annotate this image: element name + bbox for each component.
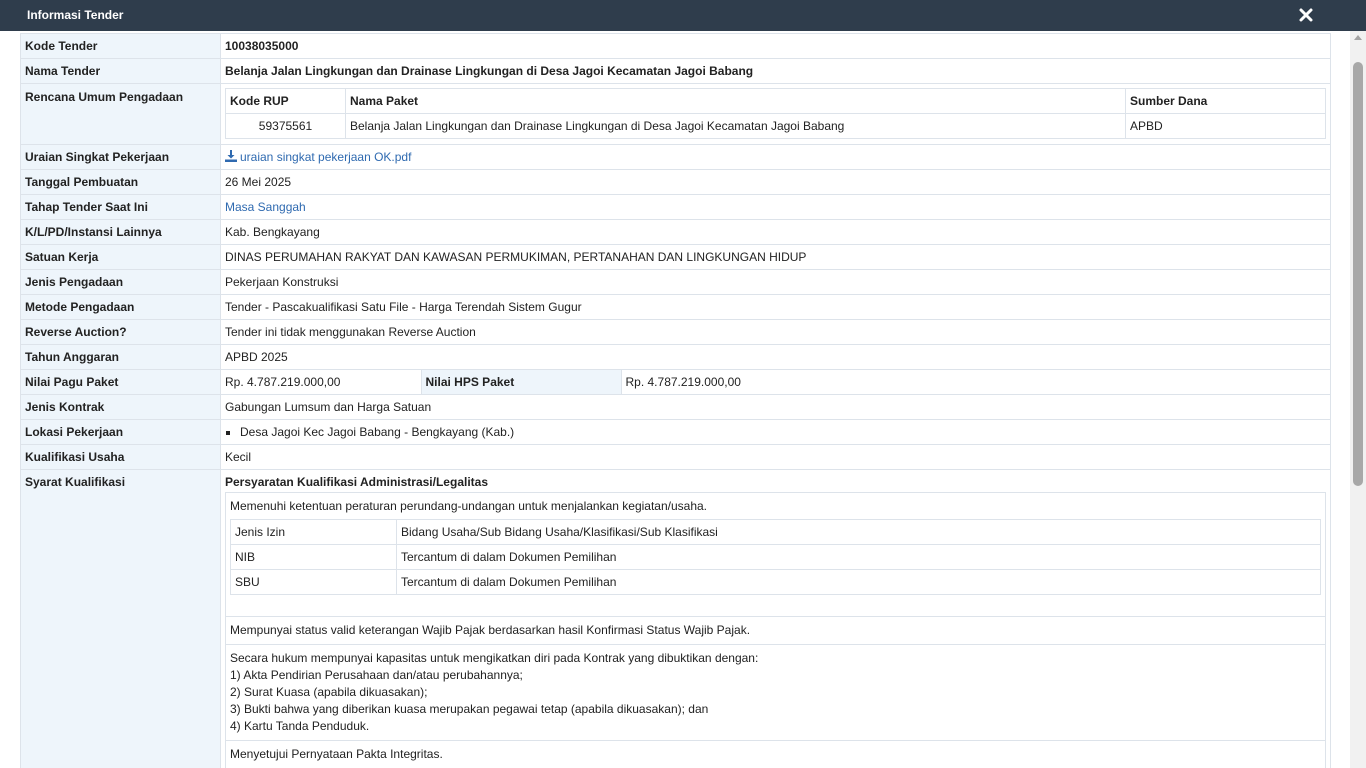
rup-sumber: APBD [1126, 114, 1326, 139]
label-hps: Nilai HPS Paket [421, 370, 621, 394]
rup-cell [221, 84, 1331, 145]
rup-row [226, 114, 1326, 139]
pagu-hps-table [221, 370, 1330, 394]
value-kualifikasi-usaha: Kecil [221, 445, 1331, 470]
rup-header-nama: Nama Paket [346, 89, 1126, 114]
row-lokasi [21, 420, 1331, 445]
label-reverse: Reverse Auction? [21, 320, 221, 345]
label-lokasi: Lokasi Pekerjaan [21, 420, 221, 445]
scroll-thumb[interactable] [1353, 62, 1363, 486]
label-kontrak: Jenis Kontrak [21, 395, 221, 420]
value-tanggal: 26 Mei 2025 [221, 170, 1331, 195]
rup-table [225, 88, 1326, 139]
row-kode-tender [21, 34, 1331, 59]
row-uraian [21, 145, 1331, 170]
value-reverse: Tender ini tidak menggunakan Reverse Auction [221, 320, 1331, 345]
row-satker [21, 245, 1331, 270]
rup-header-sumber: Sumber Dana [1126, 89, 1326, 114]
label-kualifikasi-usaha: Kualifikasi Usaha [21, 445, 221, 470]
row-tanggal [21, 170, 1331, 195]
req-hukum [226, 645, 1325, 741]
row-klpd [21, 220, 1331, 245]
row-reverse [21, 320, 1331, 345]
row-kontrak [21, 395, 1331, 420]
izin-table [230, 519, 1321, 595]
row-tahun [21, 345, 1331, 370]
modal-header [0, 0, 1366, 31]
req-hukum-line: 1) Akta Pendirian Perusahaan dan/atau perubahannya; [230, 668, 523, 682]
req-hukum-line: Secara hukum mempunyai kapasitas untuk mengikatkan diri pada Kontrak yang dibuktikan dengan: [230, 651, 759, 665]
pagu-cell [221, 370, 1331, 395]
value-hps: Rp. 4.787.219.000,00 [625, 375, 741, 389]
value-tahap-cell [221, 195, 1331, 220]
req-izin [226, 493, 1325, 617]
izin-row [231, 570, 1321, 595]
value-satker: DINAS PERUMAHAN RAKYAT DAN KAWASAN PERMUKIMAN, PERTANAHAN DAN LINGKUNGAN HIDUP [221, 245, 1331, 270]
label-klpd: K/L/PD/Instansi Lainnya [21, 220, 221, 245]
label-jenis-pengadaan: Jenis Pengadaan [21, 270, 221, 295]
value-lokasi-cell [221, 420, 1331, 445]
row-syarat [21, 470, 1331, 768]
label-rup: Rencana Umum Pengadaan [21, 84, 221, 145]
value-klpd: Kab. Bengkayang [221, 220, 1331, 245]
izin-jenis: NIB [231, 545, 397, 570]
izin-header-bidang: Bidang Usaha/Sub Bidang Usaha/Klasifikasi/Sub Klasifikasi [397, 520, 1321, 545]
tender-info-table [20, 33, 1331, 768]
requirements-box [225, 492, 1326, 768]
vertical-scrollbar[interactable] [1350, 31, 1366, 768]
syarat-section-title: Persyaratan Kualifikasi Administrasi/Legalitas [225, 475, 488, 489]
scroll-up-arrow-icon[interactable] [1354, 35, 1362, 40]
value-kode-tender: 10038035000 [221, 34, 1331, 59]
izin-header-jenis: Jenis Izin [231, 520, 397, 545]
label-tanggal: Tanggal Pembuatan [21, 170, 221, 195]
izin-jenis: SBU [231, 570, 397, 595]
value-kontrak: Gabungan Lumsum dan Harga Satuan [221, 395, 1331, 420]
label-tahun: Tahun Anggaran [21, 345, 221, 370]
label-syarat: Syarat Kualifikasi [21, 470, 221, 768]
rup-nama: Belanja Jalan Lingkungan dan Drainase Lingkungan di Desa Jagoi Kecamatan Jagoi Babang [346, 114, 1126, 139]
label-metode: Metode Pengadaan [21, 295, 221, 320]
uraian-download-link[interactable] [225, 150, 411, 164]
req-izin-text: Memenuhi ketentuan peraturan perundang-undangan untuk menjalankan kegiatan/usaha. [230, 499, 708, 513]
close-icon[interactable] [1298, 7, 1314, 23]
uraian-link-text: uraian singkat pekerjaan OK.pdf [240, 150, 412, 164]
modal-title: Informasi Tender [27, 8, 124, 22]
izin-row [231, 545, 1321, 570]
modal-body [0, 31, 1350, 768]
label-nama-tender: Nama Tender [21, 59, 221, 84]
lokasi-item: ▪ Desa Jagoi Kec Jagoi Babang - Bengkayang (Kab.) [240, 425, 1326, 439]
rup-kode: 59375561 [226, 114, 346, 139]
row-pagu [21, 370, 1331, 395]
syarat-cell [221, 470, 1331, 768]
row-metode [21, 295, 1331, 320]
label-kode-tender: Kode Tender [21, 34, 221, 59]
row-nama-tender [21, 59, 1331, 84]
value-metode: Tender - Pascakualifikasi Satu File - Harga Terendah Sistem Gugur [221, 295, 1331, 320]
download-icon [225, 150, 237, 162]
label-tahap: Tahap Tender Saat Ini [21, 195, 221, 220]
req-hukum-line: 3) Bukti bahwa yang diberikan kuasa merupakan pegawai tetap (apabila dikuasakan); dan [230, 702, 709, 716]
label-satker: Satuan Kerja [21, 245, 221, 270]
value-tahun: APBD 2025 [221, 345, 1331, 370]
req-hukum-line: 2) Surat Kuasa (apabila dikuasakan); [230, 685, 428, 699]
req-pajak: Mempunyai status valid keterangan Wajib Pajak berdasarkan hasil Konfirmasi Status Wajib Pajak. [226, 617, 1325, 645]
row-rup [21, 84, 1331, 145]
value-jenis-pengadaan: Pekerjaan Konstruksi [221, 270, 1331, 295]
value-pagu: Rp. 4.787.219.000,00 [221, 370, 421, 394]
req-pakta: Menyetujui Pernyataan Pakta Integritas. [226, 741, 1325, 768]
rup-header-kode: Kode RUP [226, 89, 346, 114]
izin-bidang: Tercantum di dalam Dokumen Pemilihan [397, 545, 1321, 570]
lokasi-list [225, 425, 1326, 439]
tahap-link[interactable]: Masa Sanggah [225, 200, 306, 214]
req-hukum-line: 4) Kartu Tanda Penduduk. [230, 719, 370, 733]
label-pagu: Nilai Pagu Paket [21, 370, 221, 395]
row-kualifikasi-usaha [21, 445, 1331, 470]
row-tahap [21, 195, 1331, 220]
izin-bidang: Tercantum di dalam Dokumen Pemilihan [397, 570, 1321, 595]
value-nama-tender: Belanja Jalan Lingkungan dan Drainase Lingkungan di Desa Jagoi Kecamatan Jagoi Babang [221, 59, 1331, 84]
label-uraian: Uraian Singkat Pekerjaan [21, 145, 221, 170]
row-jenis-pengadaan [21, 270, 1331, 295]
value-uraian [221, 145, 1331, 170]
